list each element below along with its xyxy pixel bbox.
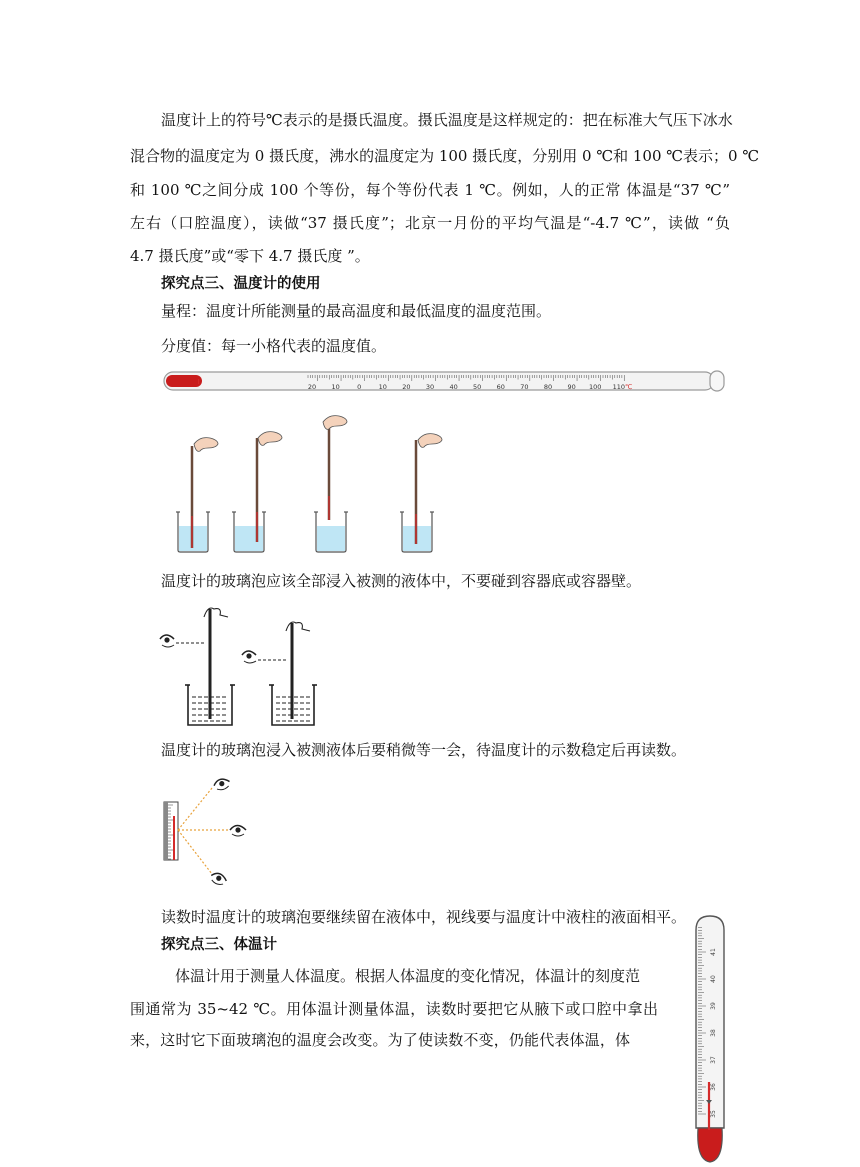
eye-icon: [209, 871, 228, 886]
scale-label: 30: [425, 383, 435, 391]
scale-label: 36: [710, 1083, 717, 1091]
scale-label: 110: [612, 383, 626, 391]
text-line: 温度计上的符号℃表示的是摄氏温度。摄氏温度是这样规定的：把在标准大气压下冰水: [161, 111, 733, 129]
mercury-column: [198, 379, 199, 384]
eye-icon: [160, 635, 174, 647]
scale-label: 20: [307, 383, 317, 391]
mercury-bulb: [698, 1128, 723, 1162]
scale-label: 90: [567, 383, 576, 391]
scale-label: 37: [710, 1056, 717, 1064]
caption-immersion: 温度计的玻璃泡应该全部浸入被测的液体中，不要碰到容器底或容器壁。: [161, 572, 642, 590]
eye-icon: [230, 826, 246, 837]
text-line: 左右（口腔温度），读做“37 摄氏度”；北京一月份的平均气温是“-4.7 ℃”，读做 “负: [130, 214, 730, 232]
eye-icon: [213, 777, 231, 791]
beaker-2: [232, 512, 266, 552]
section-heading: 探究点三、体温计: [161, 937, 277, 953]
text-line: 4.7 摄氏度”或“零下 4.7 摄氏度 ”。: [130, 247, 370, 265]
text-line: 和 100 ℃之间分成 100 个等份，每个等份代表 1 ℃。例如，人的正常 体温是“37 ℃”: [130, 181, 730, 199]
text-line: 体温计用于测量人体温度。根据人体温度的变化情况，体温计的刻度范: [175, 967, 641, 985]
scale-label: 39: [710, 1002, 717, 1010]
line-of-sight-figure: [160, 776, 260, 888]
caption-reading: 读数时温度计的玻璃泡要继续留在液体中，视线要与温度计中液柱的液面相平。: [161, 908, 687, 926]
section-heading: 探究点三、温度计的使用: [161, 276, 321, 292]
mercury-bulb: [166, 375, 202, 387]
scale-label: 10: [331, 383, 340, 391]
eye-icon: [242, 651, 256, 663]
text-line: 混合物的温度定为 0 摄氏度，沸水的温度定为 100 摄氏度，分别用 0 ℃和 100 ℃表示；0 ℃: [130, 147, 760, 165]
scale-label: 38: [710, 1029, 717, 1037]
scale-label: 35: [710, 1110, 717, 1118]
scale-label: 80: [543, 383, 553, 391]
beaker-3: [314, 512, 348, 552]
scale-label: 10: [378, 383, 387, 391]
range-definition: 量程：温度计所能测量的最高温度和最低温度的温度范围。: [161, 302, 552, 320]
scale-label: 0: [357, 383, 362, 391]
unit-label: ℃: [625, 383, 633, 391]
scale-label: 100: [588, 383, 602, 391]
scale-label: 50: [473, 383, 482, 391]
scale-label: 70: [520, 383, 529, 391]
clinical-thermometer-figure: [684, 914, 736, 1164]
scale-label: 60: [496, 383, 505, 391]
division-definition: 分度值：每一小格代表的温度值。: [161, 337, 387, 355]
beaker-placement-figure: [160, 416, 460, 558]
scale-label: 41: [710, 948, 717, 956]
scale-label: 40: [710, 975, 717, 983]
text-line: 围通常为 35~42 ℃。用体温计测量体温，读数时要把它从腋下或口腔中拿出: [130, 1000, 658, 1018]
scale-label: 40: [449, 383, 458, 391]
caption-wait: 温度计的玻璃泡浸入被测液体后要稍微等一会，待温度计的示数稳定后再读数。: [161, 741, 687, 759]
lab-thermometer-figure: [162, 368, 728, 396]
scale-label: 20: [402, 383, 411, 391]
text-line: 来，这时它下面玻璃泡的温度会改变。为了使读数不变，仍能代表体温，体: [130, 1031, 630, 1049]
reading-wait-figure: [158, 603, 328, 731]
